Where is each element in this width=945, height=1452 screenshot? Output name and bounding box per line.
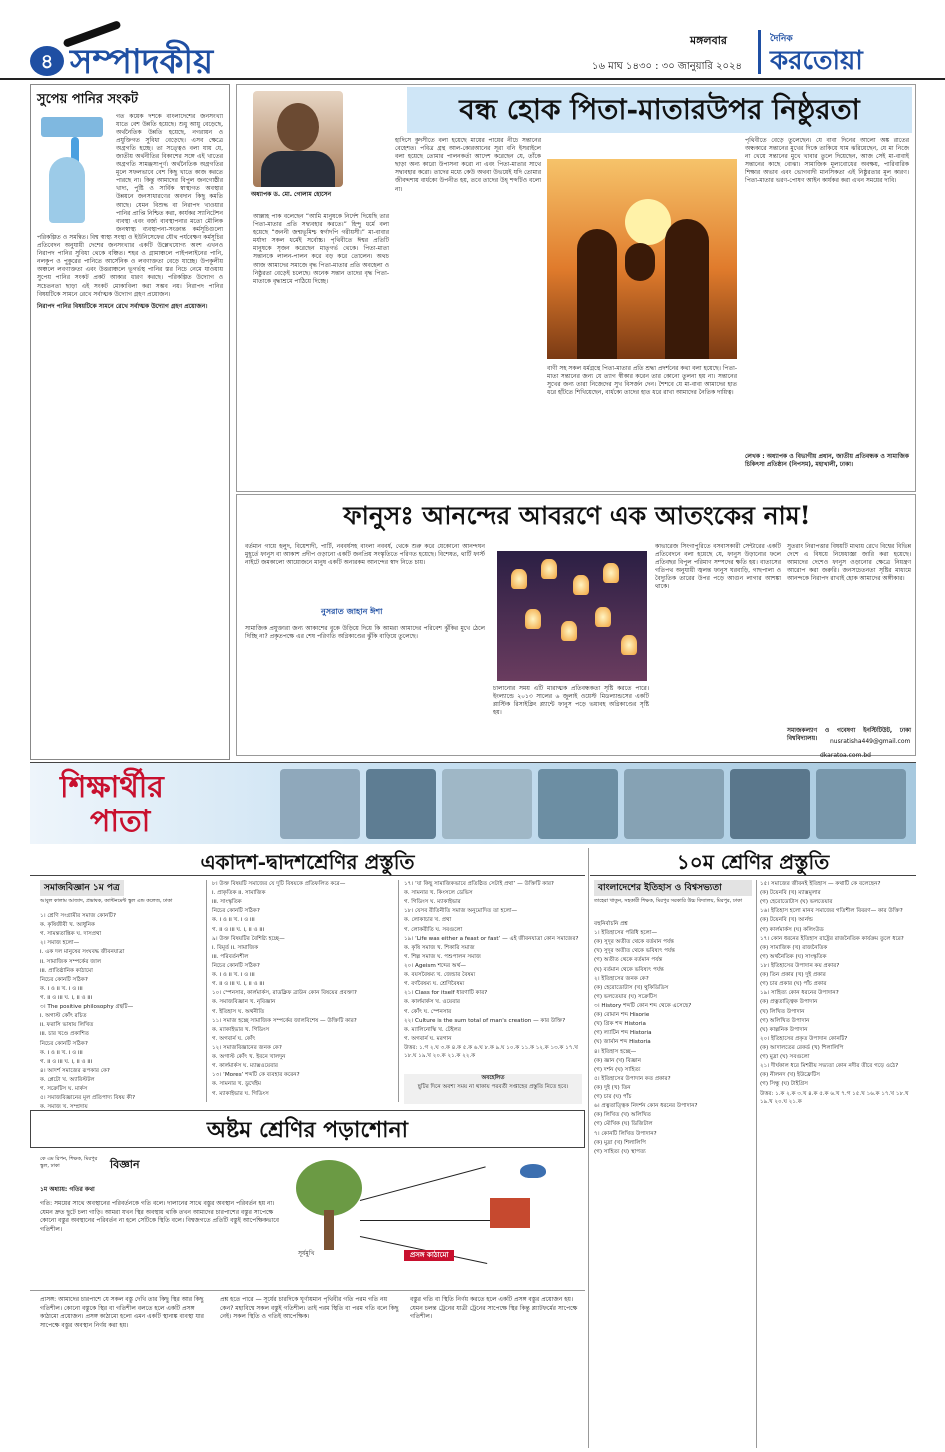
editorial-text: গত কয়েক দশকে বাংলাদেশের জনসংখ্যা যাতে বেশ উন্নতি হয়েছে। শুধু আয়ু বেড়েছে, অর্থনৈতিক উন্নতি হয়েছে, নগরায়ন ও প্রযুক্তিগত সুবিধা বেড়েছে। এসব ক্ষেত্রে অগ্রগতি হচ্ছে। তা সত্ত্বেও বলা যায় যে, জাতীয় অর্থনীতির বিকাশের সঙ্গে এই খাতের অগ্রগতি সামঞ্জস্যপূর্ণ। অর্থনৈতিক অগ্রগতির মূলে সফলভাবে বেশ কিছু খাতে কাজ করতে পারছে না। কিন্তু আমাদের বিপুল জনগোষ্ঠীর খাদ্য, পুষ্টি ও সার্বিক স্বাস্থ্যগত অবস্থার উন্নয়নে জনসাধারণের অবদান কিছু কমতি আছে। যেমন বিশুদ্ধ বা নিরাপদ খাওয়ার পানির প্রাপ্তি নিশ্চিত করা, কার্যকর স্যানিটেশন ব্যবস্থা এবং বর্জ্য ব্যবস্থাপনার মতো মৌলিক জনস্বাস্থ্য ব্যবস্থাপনা-সংক্রান্ত কর্মসূচিগুলো পরিকল্পিত ও সমন্বিত। বিশ্ব স্বাস্থ্য সংস্থা ও ইউনিসেফের যৌথ পর্যবেক্ষণ কর্মসূচির প্রতিবেদন অনুযায়ী দেশের জনসংখ্যার একটি উল্লেখযোগ্য অংশ এখনও নিরাপদ পানির সুবিধা থেকে বঞ্চিত। শহর ও গ্রামাঞ্চলে পাইপলাইনের পানি, নলকূপ ও পুকুরের পানিতে আর্সেনিক ও লবণাক্ততা বেড়ে যাচ্ছে। উপকূলীয় অঞ্চলে লবণাক্ততা এবং উত্তরাঞ্চলে ভূগর্ভস্থ পানির স্তর নিচে নেমে যাওয়ায় সুপেয় পানির সংকট প্রকট আকার ধারণ করছে। পরিকল্পিত উদ্যোগ ও সচেতনতা ছাড়া এই সংকট মোকাবিলা করা সম্ভব নয়। নিরাপদ পানির বিষয়টিকে সামনে রেখে সর্বাত্মক উদ্যোগ গ্রহণ প্রয়োজন। xyxy=(37,112,223,298)
column-divider xyxy=(756,880,757,1448)
question-line: ক. ম্যাকাইভার খ. গিডিংস xyxy=(212,1026,270,1033)
science-chapter: ১ম অধ্যায়: গতির কথা xyxy=(40,1186,95,1193)
question-line: ৪। আদর্শ সমাজের রূপকার কে? xyxy=(40,1067,110,1074)
question-line: ক. সামনার খ. ডুর্খেইম xyxy=(212,1081,261,1088)
question-line: নিচের কোনটি সঠিক? xyxy=(212,908,260,915)
question-line: গ. কোঁৎ ঘ. স্পেনসার xyxy=(404,1008,452,1015)
class8-header: অষ্টম শ্রেণির পড়াশোনা xyxy=(30,1110,585,1148)
lantern-icon xyxy=(561,621,577,641)
question-line: গ. ii ও iii ঘ. i, ii ও iii xyxy=(212,926,265,933)
question-line: ক. সমাজবিজ্ঞান খ. নৃবিজ্ঞান xyxy=(212,999,276,1006)
question-line: (ক) সামাজিক (খ) রাজনৈতিক xyxy=(760,944,828,951)
bird-icon xyxy=(520,1164,546,1178)
question-line: ১৯। সাহিত্য কোন ধরনের উপাদান? xyxy=(760,990,839,997)
question-line: ৬। প্রত্নতাত্ত্বিক নিদর্শন কোন ধরনের উপাদান? xyxy=(594,1103,698,1110)
students-photo xyxy=(366,769,436,839)
article-column-4: সুতরাং নিরাপত্তার বিষয়টি মাথায় রেখে বিশ্বের বিভিন্ন দেশে এ বিষয়ে নিষেধাজ্ঞা জারি করা হয়েছে। আমাদের দেশেও ফানুস ওড়ানোর ক্ষেত্রে নিয়ন্ত্রণ আরোপ করা জরুরি। জনসচেতনতা সৃষ্টির মাধ্যমে আনন্দকে নিরাপদ রাখাই হোক আমাদের অঙ্গীকার। xyxy=(787,543,911,583)
class10-header: ১০ম শ্রেণির প্রস্তুতি xyxy=(590,848,916,876)
science-teacher: কে এম রিপন, শিক্ষক, মিরপুর স্কুল, ঢাকা xyxy=(40,1156,98,1170)
lantern-icon xyxy=(573,575,589,595)
question-line: (গ) চার প্রকার (ঘ) পাঁচ প্রকার xyxy=(760,981,827,988)
author-face xyxy=(277,103,319,151)
question-line: (ক) আদালতের রেকর্ড (খ) শিলালিপি xyxy=(760,1044,844,1051)
class11-12-header: একাদশ-দ্বাদশশ্রেণির প্রস্তুতি xyxy=(30,848,585,876)
question-line: গ. ইতিহাস ঘ. অর্থনীতি xyxy=(212,1008,265,1015)
question-line: (ক) দুই (খ) তিন xyxy=(594,1084,631,1091)
question-line: ii. সামাজিক সম্পর্কের জাল xyxy=(40,958,101,965)
question-line: ১০। স্পেনসার, কার্লমার্কস, রাডক্লিফ ব্রাউন কোন বিষয়ের প্রবক্তা? xyxy=(212,990,357,997)
question-line: গ. কার্লমার্কস ঘ. ম্যাক্সওয়েবার xyxy=(212,1063,278,1070)
section-title: সম্পাদকীয় xyxy=(70,42,214,82)
question-line: গ. ii ও iii ঘ. i, ii ও iii xyxy=(40,1058,93,1065)
header-date: ১৬ মাঘ ১৪৩০ : ৩০ জানুয়ারি ২০২৪ xyxy=(592,61,743,72)
page-number: ৪ xyxy=(30,46,64,76)
question-line: ২০। Ageism শব্দের অর্থ— xyxy=(404,962,466,969)
question-line: (ঘ) জার্মান শব্দ Historia xyxy=(594,1039,651,1046)
family-silhouette-photo xyxy=(547,159,737,359)
question-line: ১৮। যেসব রীতিনীতি সমাজ অনুমোদিত তা হলো— xyxy=(404,908,518,915)
question-line: ক. কৃষিজীবী খ. আধুনিক xyxy=(40,922,95,929)
article-footer: লেখক : অধ্যাপক ও বিভাগীয় প্রধান, জাতীয় প্রতিবন্ধক ও সামাজিক চিকিৎসা প্রতিষ্ঠান (নিপসম), মহাখালী, ঢাকা। xyxy=(745,453,909,469)
science-text-col-3: প্রশ্ন হতে পারে — সূর্যের চারদিকে ঘূর্ণায়মান পৃথিবীর গতি পরম গতি নয় কেন? মহাবিশ্বে সকল বস্তুই গতিশীল। তাই পরম স্থিতি বা পরম গতি বলে কিছু নেই। সকল স্থিতি ও গতিই আপেক্ষিক। xyxy=(220,1296,399,1321)
sociology-subject: সমাজবিজ্ঞান ১ম পত্র xyxy=(40,880,124,896)
question-line: ক. কার্লমার্কস খ. ওয়েবার xyxy=(404,999,460,1006)
question-line: ৫। সমাজবিজ্ঞানের মূল প্রতিপাদ্য বিষয় কী? xyxy=(40,1095,136,1102)
editorial-figure-caption: নিরাপদ পানির বিষয়টিকে সামনে রেখে সর্বাত্মক উদ্যোগ গ্রহণ প্রয়োজন। xyxy=(37,302,208,310)
lantern-icon xyxy=(621,635,637,655)
question-line: ক. সামনার খ. কিংসলে ডেভিস xyxy=(404,890,473,897)
article-column-2-lead xyxy=(493,543,649,551)
article-lanterns xyxy=(236,494,916,756)
question-line: ক. ম্যালিনোস্কি খ. টেইলর xyxy=(404,1026,461,1033)
students-photo xyxy=(816,769,906,839)
question-line: (গ) সিন্ধু (ঘ) টাইগ্রিস xyxy=(760,1081,808,1088)
question-line: (গ) ভলতেয়ার (ঘ) সক্রেটিস xyxy=(594,993,657,1000)
article-column-3: কাভারেজ সিংগাপুরিতে বসবাসকারী সেন্টারের একটি প্রতিবেদনে বলা হয়েছে যে, ফানুস উড়ানোর ফলে প্রতিবছর বিপুল পরিমাণ সম্পদের ক্ষতি হয়। বাতাসের গতিপথ অনুযায়ী জ্বলন্ত ফানুস ঘরবাড়ি, গাছপালা ও বৈদ্যুতিক তারের উপর পড়ে আগুন লাগার আশঙ্কা থাকে। xyxy=(655,543,781,591)
question-line: ক. অগাস্ট কোঁৎ খ. ইবনে খালদুন xyxy=(212,1054,286,1061)
lantern-icon xyxy=(541,559,557,579)
question-line: গ. ম্যাকাইভার ঘ. গিডিংস xyxy=(212,1090,269,1097)
column-divider xyxy=(398,880,399,1102)
question-line: (খ) গ্রিক শব্দ Historia xyxy=(594,1021,646,1028)
question-line: ৮। উক্ত বিষয়টি সমাজের যে দুটি বিষয়কে প্রতিফলিত করে— xyxy=(212,881,346,887)
article-parents xyxy=(236,84,916,492)
question-line: (ক) তিন প্রকার (খ) দুই প্রকার xyxy=(760,972,826,979)
question-line: (ক) টয়েনবি (খ) আর্নল্ড xyxy=(760,917,813,924)
question-line: iii. পরিবর্তনশীল xyxy=(212,953,249,960)
arrow-line xyxy=(360,1166,486,1201)
question-line: (ক) প্রত্নতাত্ত্বিক উপাদান xyxy=(760,999,818,1006)
question-line: ২। ইতিহাসের জনক কে? xyxy=(594,975,649,982)
students-photo xyxy=(538,769,618,839)
question-line: ২১। Class for itself ধারণাটি কার? xyxy=(404,990,488,997)
question-line: ১৫। সমাজের জীবনই ইতিহাস — কথাটি কে বলেছেন? xyxy=(760,881,881,887)
notice-title: অবহেলিত xyxy=(481,1075,505,1081)
editorial-figure xyxy=(37,113,111,223)
article-author: নুসরাত জাহান ঈশা xyxy=(321,607,383,616)
author-photo xyxy=(253,91,343,187)
question-line: ৫। ইতিহাসের উপাদান কত প্রকার? xyxy=(594,1075,671,1082)
question-line: iii. সাংস্কৃতিক xyxy=(212,899,242,906)
question-line: ক. লোকাচার খ. প্রথা xyxy=(404,917,452,924)
question-line: (ঘ) কাল্পনিক উপাদান xyxy=(760,1026,808,1033)
question-line: ১। শ্রেণি সংগ্রামীর সমাজ কোনটি? xyxy=(40,913,116,919)
question-line: ক. কৃষি সমাজ খ. শিকারি সমাজ xyxy=(404,944,475,951)
tap-icon xyxy=(41,117,103,137)
question-line: (ক) নীলনদ (খ) ইউফ্রেটিস xyxy=(760,1072,820,1079)
article-column-1b: সামাজিক প্রযুক্তারা জন্য আকাশের বুকে উড়িয়ে দিয়ে কি আমরা আমাদের পরিবেশ ঝুঁকির মুখে ঠেলে দিচ্ছি না? প্রকৃতপক্ষে এর শেষ পরিণতি অগ্নিকাণ্ডের ঝুঁকি বাড়িয়ে তুলেছে। xyxy=(245,625,485,641)
figure-caption: প্রসঙ্গ কাঠামো xyxy=(404,1250,454,1261)
site-url: dkaratoa.com.bd xyxy=(820,752,871,759)
science-text-col-2: প্রাসঙ্গ: আমাদের চারপাশে যে সকল বস্তু দেখি তার কিছু স্থির আর কিছু গতিশীল। কোনো বস্তুকে স্থির বা গতিশীল বলতে হলে একটি প্রসঙ্গ কাঠামো প্রয়োজন। প্রসঙ্গ কাঠামো হলো এমন একটি স্থানাঙ্ক ব্যবস্থা যার সাপেক্ষে বস্তুর অবস্থান নির্ণয় করা হয়। xyxy=(40,1296,204,1330)
house-icon xyxy=(490,1198,530,1228)
class8-section xyxy=(30,1110,585,1450)
tree-label: সূর্যমুখি xyxy=(298,1250,315,1257)
students-photo xyxy=(730,769,810,839)
history-questions-col-2 xyxy=(760,880,916,1448)
question-line: ক. i ও ii খ. i ও iii xyxy=(40,1049,83,1056)
question-line: ১। ইতিহাসের পরিধি হলো— xyxy=(594,930,658,937)
banner-title-line-1: শিক্ষার্থীর xyxy=(60,770,164,805)
question-line: ১৮। ইতিহাসের উপাদান কয় প্রকার? xyxy=(760,962,840,969)
column-divider xyxy=(206,880,207,1102)
question-line: বহুনির্বাচনি প্রশ্ন xyxy=(594,921,628,927)
child-silhouette xyxy=(625,243,655,281)
header-divider xyxy=(758,30,761,74)
article-column-1: আল্লাহ পাক বলেছেন “আমি মানুষকে নির্দেশ দিয়েছি তার পিতা-মাতার প্রতি সদ্ব্যবহার করতে।” হিন্দু ধর্মে বলা হয়েছে “জননী জন্মভূমিশ্চ স্বর্গাদপি গরীয়সী।” মা-বাবার মর্যাদা সকল ধর্মেই সর্বোচ্চ। পৃথিবীতে ঈশ্বর প্রতিটি মানুষকে সৃজন করেছেন মাতৃগর্ভ থেকে। পিতা-মাতা সন্তানকে লালন-পালন করে বড় করে তোলেন। অথচ আজ আমাদের সমাজে বৃদ্ধ পিতা-মাতার প্রতি অবহেলা ও নিষ্ঠুরতা বেড়েই চলেছে। অনেক সন্তান তাদের বৃদ্ধ পিতা-মাতাকে বৃদ্ধাশ্রমে পাঠিয়ে দিচ্ছে। xyxy=(253,213,389,285)
question-line: ক. i ও ii খ. i ও iii xyxy=(40,985,83,992)
question-line: ১৭। কোন ধরনের ইতিহাস রাষ্ট্রের রাজনৈতিক কার্যক্রম তুলে ধরে? xyxy=(760,935,904,942)
question-line: iii. চার খণ্ডে প্রকাশিত xyxy=(40,1031,89,1038)
question-line: (গ) সাহিত্য (ঘ) স্থাপত্য xyxy=(594,1148,646,1155)
question-line: গ. অগবার্ন ঘ. কোঁৎ xyxy=(212,1035,256,1042)
brand-tagline: দৈনিক xyxy=(770,34,793,44)
question-line: ৪। ইতিহাস হচ্ছে— xyxy=(594,1048,637,1055)
article-column-1: বর্তমান গায়ে হলুদ, বিয়েশাদী, পার্টি, নববর্ষসহ বাংলা নববর্ষ, থেকে শুরু করে যেকোনো আনন্দঘন মুহূর্তে ফানুস বা আকাশ প্রদীপ ওড়ানো একটি জনপ্রিয় সংস্কৃতিতে পরিণত হয়েছে। বিশেষত, থার্টি ফার্স্ট নাইটে জমকালো আয়োজনে মানুষ একটি অন্যরকম আনন্দের স্বাদ নিতে চায়। xyxy=(245,543,485,567)
question-line: i. বিমূর্ত ii. সামাজিক xyxy=(212,944,259,951)
article-headline: বন্ধ হোক পিতা-মাতারউপর নিষ্ঠুরতা xyxy=(407,87,912,133)
author-suit xyxy=(261,151,335,187)
header-day: মঙ্গলবার xyxy=(690,34,727,47)
question-line: ৭। কোনটি লিখিত উপাদান? xyxy=(594,1130,657,1137)
notice-text: ছুটির দিনে অবশ্য সময় না থাকায় পরবর্তী সপ্তাহের প্রস্তুতি নিতে হবে। xyxy=(417,1084,569,1091)
question-line: গ. বর্ণবৈষম্য ঘ. শ্রেণিবৈষম্য xyxy=(404,981,465,988)
question-line: (ক) লিখিত (খ) অলিখিত xyxy=(594,1112,651,1119)
question-line: (গ) অতীত থেকে বর্তমান পর্যন্ত xyxy=(594,957,663,964)
parent-silhouette xyxy=(577,229,617,359)
question-line: ক. বয়সবৈষম্য খ. জেন্ডার বৈষম্য xyxy=(404,972,476,979)
question-line: ৩। The positive philosophy গ্রন্থটি— xyxy=(40,1004,134,1011)
parent-silhouette xyxy=(665,219,709,359)
question-line: ১১। সমাজ হচ্ছে সামাজিক সম্পর্কের জালবিশেষ — উক্তিটি কার? xyxy=(212,1017,357,1024)
question-line: (গ) মুদ্রা (ঘ) সবগুলো xyxy=(760,1054,810,1061)
page-header xyxy=(0,0,945,80)
arrow-line xyxy=(360,1220,490,1221)
question-line: (ক) জ্ঞান (খ) বিজ্ঞান xyxy=(594,1057,641,1064)
question-line: ৩। History শব্দটি কোন শব্দ থেকে এসেছে? xyxy=(594,1002,692,1009)
article-column-2: চালানোর সময় এটি মারাত্মক প্রতিবন্ধকতা সৃষ্টি করতে পারে। ইংল্যান্ডে ২০১৩ সালের ৬ জুলাই ওয়েস্ট মিডল্যান্ডসের একটি প্লাস্টিক রিসাইক্লিং প্ল্যান্টে ফানুস পড়ে ভয়াবহ অগ্নিকাণ্ডের সৃষ্টি হয়। xyxy=(493,685,649,717)
question-line: গ. ii ও iii ঘ. i, ii ও iii xyxy=(40,994,93,1001)
article-column-4: পৃথিবীতে বেড়ে তুলেছেন। যে বাবা দিনের আলো অঙ্ক রাতের অন্ধকারে সন্তানের মুখের দিকে তাকিয়ে ঘাম ঝরিয়েছেন, যে মা নিজে না খেয়ে সন্তানের মুখে খাবার তুলে দিয়েছেন, আজ সেই মা-বাবাই সন্তানের কাছে বোঝা। সামাজিক মূল্যবোধের অবক্ষয়, পারিবারিক শিক্ষার অভাব এবং ভোগবাদী মানসিকতা এই নিষ্ঠুরতার মূল কারণ। পিতা-মাতার ভরণ-পোষণ আইন কার্যকর করা এখন সময়ের দাবি। xyxy=(745,137,909,185)
question-line: (গ) মৌখিক (ঘ) ডিজিটাল xyxy=(594,1121,653,1128)
question-line: (ক) সুদূর অতীত থেকে বর্তমান পর্যন্ত xyxy=(594,939,675,946)
students-photo xyxy=(624,769,724,839)
question-line: i. প্রাকৃতিক ii. সামাজিক xyxy=(212,890,266,897)
question-line: ২০। ইতিহাসের প্রকৃত উপাদান কোনটি? xyxy=(760,1035,848,1042)
question-line: ৯। উক্ত বিষয়টির বৈশিষ্ট্য হচ্ছে— xyxy=(212,935,285,942)
history-teacher: তাহেরা খাতুন, সহকারী শিক্ষক, মিরপুর সরকারি উচ্চ বিদ্যালয়, মিরপুর, ঢাকা xyxy=(594,898,743,904)
history-questions-col-1 xyxy=(594,920,752,1448)
question-line: (খ) সুদূর অতীত থেকে ভবিষ্যৎ পর্যন্ত xyxy=(594,948,675,955)
question-line: (ঘ) বর্তমান থেকে ভবিষ্যৎ পর্যন্ত xyxy=(594,966,664,973)
question-line: নিচের কোনটি সঠিক? xyxy=(40,976,88,983)
author-email: nusratisha449@gmail.com xyxy=(830,738,911,745)
lantern-icon xyxy=(511,569,527,589)
lantern-icon xyxy=(525,609,541,629)
article-footer: সমাজকল্যাণ ও গবেষণা ইনস্টিটিউট, ঢাকা বিশ্ববিদ্যালয়। xyxy=(787,727,911,743)
question-line: গ. সক্রেটিস ঘ. মার্কস xyxy=(40,1086,88,1093)
question-line: ক. i ও ii খ. i ও iii xyxy=(212,972,255,979)
tree-trunk xyxy=(324,1210,334,1250)
column-divider xyxy=(588,848,589,1448)
question-line: ক. i ও ii খ. i ও iii xyxy=(212,917,255,924)
question-line: (ক) হেরোডোটাস (খ) থুকিডিডিস xyxy=(594,984,669,991)
question-line: গ. লোকরীতি ঘ. সবগুলো xyxy=(404,926,463,933)
notice-box xyxy=(404,1074,582,1104)
lantern-icon xyxy=(603,563,619,583)
question-line: (গ) ল্যাটিন শব্দ Historia xyxy=(594,1030,652,1037)
question-line: ২। সমাজ হলো— xyxy=(40,940,80,947)
question-line: (খ) লিখিত উপাদান xyxy=(760,1008,805,1015)
question-line: গ. সামন্ততান্ত্রিক ঘ. দাসপ্রথা xyxy=(40,931,102,938)
question-line: ১৩। ‘Mores’ শব্দটি কে ব্যবহার করেন? xyxy=(212,1072,300,1079)
question-line: ২১। দীর্ঘকাল ধরে মিশরীয় সভ্যতা কোন নদীর তীরে গড়ে ওঠে? xyxy=(760,1063,899,1070)
question-line: গ. অগবার্ন ঘ. মরগান xyxy=(404,1035,452,1042)
sociology-questions-col-3 xyxy=(404,880,582,1070)
banner-title xyxy=(60,771,164,839)
sky-lanterns-photo xyxy=(497,551,647,681)
question-line: (ক) রোমান শব্দ Hisorie xyxy=(594,1012,650,1019)
question-line: (গ) চার (ঘ) পাঁচ xyxy=(594,1094,632,1101)
question-line: ১৭। ‘যা কিছু সামাজিকভাবে প্রতিষ্ঠিত সেটাই প্রথা’ — উক্তিটি কার? xyxy=(404,881,554,887)
question-line: ক. সমাজ খ. সম্প্রদায় xyxy=(40,1104,88,1111)
history-subject: বাংলাদেশের ইতিহাস ও বিশ্বসভ্যতা xyxy=(594,880,752,896)
question-line: (গ) কার্লমার্কস (ঘ) কলিংউড xyxy=(760,926,824,933)
question-line: ১৯। ‘Life was either a feast or fast’ — এই জীবনযাত্রা কোন সমাজের? xyxy=(404,935,579,942)
question-line: (গ) অলিখিত উপাদান xyxy=(760,1017,810,1024)
question-line: (গ) অর্থনৈতিক (ঘ) সাংস্কৃতিক xyxy=(760,953,827,960)
answer-key: উত্তর: ১.গ ২.ঘ ৩.ক ৪.ক ৫.ক ৬.ঘ ৮.ক ৯.ঘ ১০.ক ১১.ক ১২.ক ১৩.ক ১৭.খ ১৮.ঘ ১৯.খ ২০.ক ২১.ক ২২.ক xyxy=(404,1044,578,1060)
question-line: গ. ii ও iii ঘ. i, ii ও iii xyxy=(212,981,265,988)
question-line: ২২। Culture is the sum total of man's creation — কার উক্তি? xyxy=(404,1017,566,1024)
students-photo xyxy=(280,769,360,839)
lantern-icon xyxy=(595,607,611,627)
question-line: ১২। সমাজবিজ্ঞানের জনক কে? xyxy=(212,1044,282,1051)
question-line: গ. শিল্প সমাজ ঘ. পশুপালন সমাজ xyxy=(404,953,481,960)
article-author: অধ্যাপক ড. মো. গোলাম হোসেন xyxy=(251,191,332,198)
tree-crown xyxy=(296,1160,362,1216)
question-line: (ক) মুদ্রা (খ) শিলালিপি xyxy=(594,1139,646,1146)
question-line: নিচের কোনটি সঠিক? xyxy=(40,1040,88,1047)
answer-key: উত্তর: ১.ক ২.ক ৩.খ ৪.ক ৫.ক ৬.খ ৭.গ ১৫.খ ১৬.ক ১৭.খ ১৮.খ ১৯.খ ২০.ঘ ২১.ক xyxy=(760,1090,909,1105)
science-subject: বিজ্ঞান xyxy=(106,1156,144,1175)
question-line: (গ) হেরোডোটাস (ঘ) ভলতেয়ার xyxy=(760,899,833,906)
article-column-3: বাণী সহ সকল ধর্মগ্রন্থে পিতা-মাতার প্রতি শ্রদ্ধা প্রদর্শনের কথা বলা হয়েছে। পিতা-মাতা সন্তানের জন্য যে ত্যাগ স্বীকার করেন তার কোনো তুলনা হয় না। সন্তানের সুখের জন্য তারা নিজেদের সুখ বিসর্জন দেন। শৈশবে যে মা-বাবা আমাদের হাত ধরে হাঁটতে শিখিয়েছেন, বার্ধক্যে তাদের হাত ধরে রাখা আমাদের নৈতিক দায়িত্ব। xyxy=(547,365,737,397)
question-line: (গ) দর্শন (ঘ) সাহিত্য xyxy=(594,1066,641,1073)
question-line: ক. প্লেটো খ. অ্যারিস্টটল xyxy=(40,1076,95,1083)
question-line: iii. প্রাতিষ্ঠানিক কাঠামো xyxy=(40,967,93,974)
sociology-questions-col-2 xyxy=(212,880,392,1102)
banner-title-line-2: পাতা xyxy=(90,804,151,839)
question-line: ii. ফরাসি ভাষায় লিখিত xyxy=(40,1022,94,1029)
question-line: i. অগাস্ট কোঁৎ রচিত xyxy=(40,1013,87,1020)
editorial-title: সুপেয় পানির সংকট xyxy=(37,92,138,107)
question-line: নিচের কোনটি সঠিক? xyxy=(212,962,260,969)
brand-logo: করতোয়া xyxy=(770,46,863,76)
question-line: (ক) টয়েনবি (খ) ম্যাক্সমুলার xyxy=(760,890,821,897)
editorial-column xyxy=(30,84,230,760)
question-line: i. এক দল মানুষের সংঘবদ্ধ জীবনযাত্রা xyxy=(40,949,125,956)
student-page-banner xyxy=(30,762,916,844)
drinking-person-icon xyxy=(49,157,85,223)
sociology-questions-col-1 xyxy=(40,912,200,1111)
article-column-2: হাদিসে কুদসীতে বলা হয়েছে মায়ের পায়ের নীচে সন্তানের বেহেশত। পবিত্র গ্রন্থ আল-কোরআনের সূরা বনি ইসরাইলে বলা হয়েছে তোমার পালনকর্তা আদেশ করেছেন যে, তাঁকে ছাড়া অন্য কারো উপাসনা করো না এবং পিতা-মাতার সাথে সদ্ব্যবহার করো। তাদের মধ্যে কেউ অথবা উভয়েই যদি তোমার জীবদ্দশায় বার্ধক্যে উপনীত হয়, তবে তাদের উহ্ শব্দটিও বলো না। xyxy=(395,137,541,193)
section-divider xyxy=(30,1290,585,1291)
science-text-col-4: বস্তুর গতি বা স্থিতি নির্ণয় করতে হলে একটি প্রসঙ্গ বস্তুর প্রয়োজন হয়। যেমন চলন্ত ট্রেনের যাত্রী ট্রেনের সাপেক্ষে স্থির কিন্তু প্ল্যাটফর্মের সাপেক্ষে গতিশীল। xyxy=(410,1296,578,1321)
question-line: গ. গিডিংস ঘ. ম্যাকাইভার xyxy=(404,899,461,906)
students-photo xyxy=(442,769,532,839)
sociology-teacher: আবুল কালাম আজাদ, প্রভাষক, ক্যান্টনমেন্ট স্কুল এন্ড কলেজ, ঢাকা xyxy=(40,898,173,904)
science-text-col-1: গতি: সময়ের সাথে অবস্থানের পরিবর্তনকে গতি বলে। দালানের সাথে বস্তুর অবস্থান পরিবর্তন হয় না। যেমন দ্রুত ছুটে চলা গাড়ি। আমরা যখন স্থির অবস্থায় থাকি তখন আমাদের চারপাশের বস্তুর সাপেক্ষে কোনো বস্তুর অবস্থানের পরিবর্তন না হলে সেটিকে স্থিতি বলে। বিশ্বজগতে প্রতিটি বস্তুই আপেক্ষিকভাবে গতিশীল। xyxy=(40,1200,279,1234)
article-headline: ফানুসঃ আনন্দের আবরণে এক আতংকের নাম! xyxy=(343,501,811,530)
question-line: ১৬। ইতিহাস হলো মানব সমাজের গতিশীল বিবরণ— কার উক্তি? xyxy=(760,908,903,915)
